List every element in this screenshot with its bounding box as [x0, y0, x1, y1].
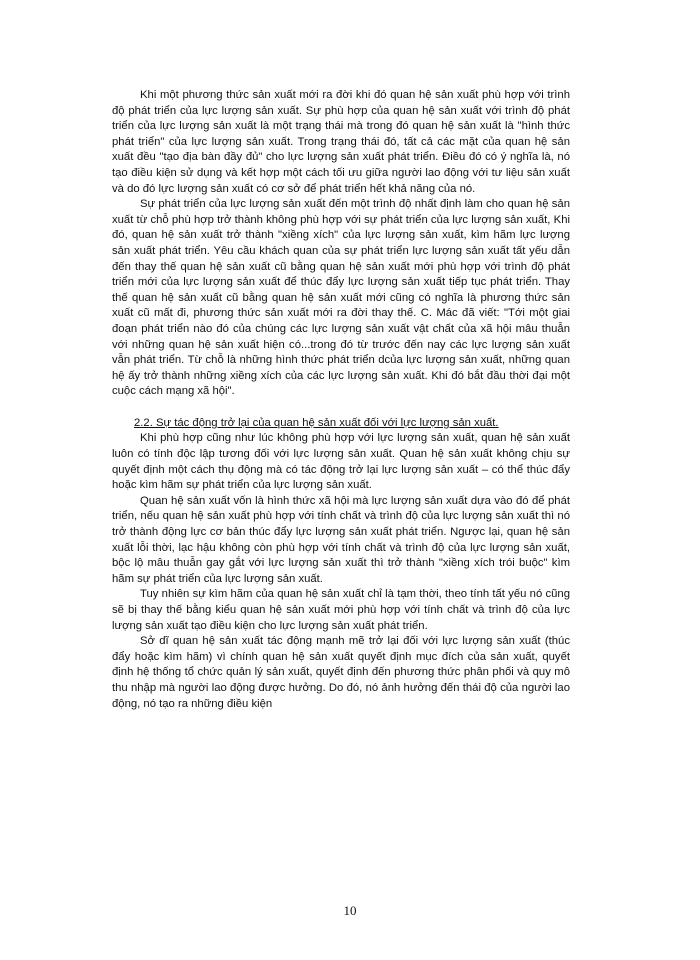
paragraph: Khi phù hợp cũng như lúc không phù hợp với lực lượng sản xuất, quan hệ sản xuất luôn có tính độc lập tương đối với lực lượng sản xuất. Quan hệ sản xuất không chịu sự quyết định một cách thụ động mà có tác động trở lại lực lượng sản xuất – có thể thúc đẩy hoặc kìm hãm sự phát triển của lực lượng sản xuất. — [112, 432, 570, 492]
paragraph: Khi một phương thức sản xuất mới ra đời khi đó quan hệ sản xuất phù hợp với trình độ phát triển của lực lượng sản xuất. Sự phù hợp của quan hệ sản xuất với trình độ phát triển của lực lượng sản xuất là một trạng thái mà trong đó quan hệ sản xuất là "hình thức phát triển" của lực lượng sản xuất. Trong trạng thái đó, tất cả các mặt của quan hệ sản xuất đều "tạo địa bàn đầy đủ" cho lực lượng sản xuất phát triển. Điều đó có ý nghĩa là, nó tạo điều kiện sử dụng và kết hợp một cách tối ưu giữa người lao động với tư liệu sản xuất và do đó lực lượng sản xuất có cơ sở để phát triển hết khả năng của nó. — [112, 89, 570, 195]
paragraph: Sở dĩ quan hệ sản xuất tác động mạnh mẽ trở lại đối với lực lượng sản xuất (thúc đẩy hoặc kìm hãm) vì chính quan hệ sản xuất quyết định mục đích của sản xuất, quyết định hệ thống tổ chức quản lý sản xuất, quyết định đến phương thức phân phối và quy mô thu nhập mà người lao động được hưởng. Do đó, nó ảnh hưởng đến thái độ của người lao động, nó tạo ra những điều kiện — [112, 635, 570, 710]
document-page — [112, 88, 570, 712]
page-number: 10 — [343, 903, 357, 918]
paragraph: Tuy nhiên sự kìm hãm của quan hệ sản xuất chỉ là tạm thời, theo tính tất yếu nó cũng sẽ bị thay thế bằng kiểu quan hệ sản xuất mới phù hợp với tính chất và trình độ của lực lượng sản xuất tạo điều kiện cho lực lượng sản xuất phát triển. — [112, 588, 570, 632]
paragraph: Quan hệ sản xuất vốn là hình thức xã hội mà lực lượng sản xuất dựa vào đó để phát triển, nếu quan hệ sản xuất phù hợp với tính chất và trình độ của lực lượng sản xuất thì nó trở thành động lực cơ bản thúc đẩy lực lượng sản xuất phát triển. Ngược lại, quan hệ sản xuất lỗi thời, lạc hậu không còn phù hợp với tính chất và trình độ của lực lượng sản xuất, bộc lộ mâu thuẫn gay gắt với lực lượng sản xuất thì trở thành "xiềng xích trói buộc" kìm hãm sự phát triển của lực lượng sản xuất. — [112, 494, 570, 585]
section-heading: 2.2. Sự tác động trở lại của quan hệ sản xuất đối với lực lượng sản xuất. — [134, 416, 499, 429]
paragraph: Sự phát triển của lực lượng sản xuất đến một trình độ nhất định làm cho quan hệ sản xuất từ chỗ phù hợp trở thành không phù hợp với sự phát triển của lực lượng sản xuất, Khi đó, quan hệ sản xuất trở thành "xiềng xích" của lực lượng sản xuất, kìm hãm lực lượng sản xuất phát triển. Yêu cầu khách quan của sự phát triển lực lượng sản xuất tất yếu dẫn đến thay thế quan hệ sản xuất cũ bằng quan hệ sản xuất mới phù hợp với trình độ phát triển mới của lực lượng sản xuất để thúc đẩy lực lượng sản xuất tiếp tục phát triển. Thay thế quan hệ sản xuất cũ bằng quan hệ sản xuất mới cũng có nghĩa là phương thức sản xuất cũ mất đi, phương thức sản xuất mới ra đời thay thế. C. Mác đã viết: "Tới một giai đoạn phát triển nào đó của chúng các lực lượng sản xuất vật chất của xã hội mâu thuẫn với những quan hệ sản xuất hiện có...trong đó từ trước đến nay các lực lượng sản xuất vẫn phát triển. Từ chỗ là những hình thức phát triển dcủa lực lượng sản xuất, những quan hệ ấy trở thành những xiềng xích của các lực lượng sản xuất. Khi đó bắt đầu thời đại một cuộc cách mạng xã hội". — [112, 198, 570, 398]
